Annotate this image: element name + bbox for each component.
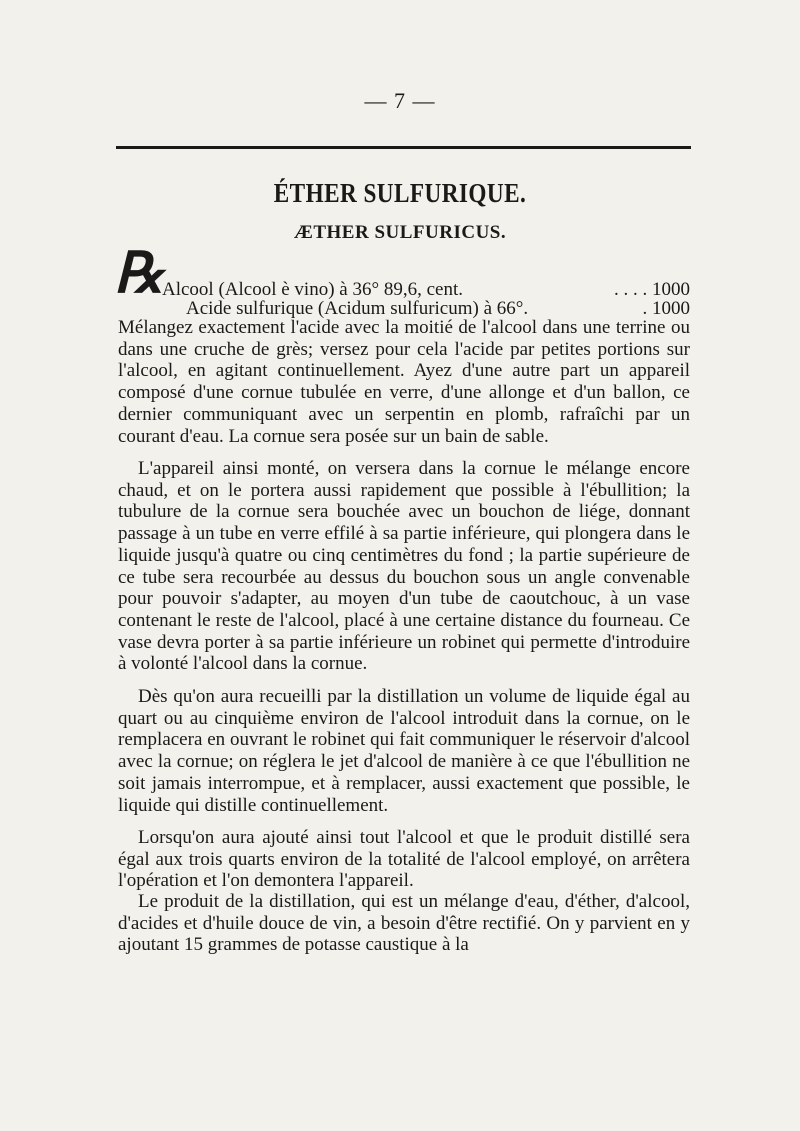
header-rule xyxy=(116,146,691,149)
ingredient-quantity: . 1000 xyxy=(642,298,690,319)
ingredient-name: Alcool (Alcool è vino) à 36° 89,6, cent. xyxy=(162,279,463,300)
body-paragraph xyxy=(118,686,690,816)
body-paragraph xyxy=(118,458,690,675)
body-paragraph xyxy=(118,891,690,956)
paragraph-text: Le produit de la distillation, qui est un mélange d'eau, d'éther, d'alcool, d'acides et d'huile douce de vin, a besoin d'être rectifié. On y parvient en y ajoutant 15 grammes de potasse caustique à la xyxy=(118,891,690,956)
body-paragraph xyxy=(118,317,690,447)
page-title: ÉTHER SULFURIQUE. xyxy=(273,178,527,208)
page-number: — 7 — xyxy=(364,88,436,113)
paragraph-text: Lorsqu'on aura ajouté ainsi tout l'alcool et que le produit distillé sera égal aux trois quarts environ de la totalité de l'alcool employé, on arrêtera l'opération et l'on demontera l'appareil. xyxy=(118,827,690,892)
paragraph-text: Dès qu'on aura recueilli par la distillation un volume de liquide égal au quart ou au cinquième environ de l'alcool introduit dans la cornue, on le remplacera en ouvrant le robinet qui fait communiquer le réservoir d'alcool avec la cornue; on réglera le jet d'alcool de manière à ce que l'ébullition ne soit jamais interrompue, et à remplacer, aussi exactement que possible, le liquide qui distille continuellement. xyxy=(118,686,690,816)
ingredient-name: Acide sulfurique (Acidum sulfuricum) à 66°. xyxy=(186,298,529,319)
paragraph-text: Mélangez exactement l'acide avec la moitié de l'alcool dans une terrine ou dans une cruche de grès; versez pour cela l'acide par petites portions sur l'alcool, en agitant continuellement. Ayez d'une autre part un appareil composé d'une cornue tubulée en verre, d'une allonge et d'un ballon, ce dernier communiquant avec un serpentin en plomb, rafraîchi par un courant d'eau. La cornue sera posée sur un bain de sable. xyxy=(118,317,690,447)
ingredient-quantity: . . . . 1000 xyxy=(614,279,690,300)
page-subtitle: ÆTHER SULFURICUS. xyxy=(293,222,507,243)
paragraph-text: L'appareil ainsi monté, on versera dans la cornue le mélange encore chaud, et on le portera aussi rapidement que possible à l'ébullition; la tubulure de la cornue sera bouchée avec un bouchon de liége, donnant passage à un tube en verre effilé à sa partie inférieure, qui plongera dans le liquide jusqu'à quatre ou cinq centimètres du fond ; la partie supérieure de ce tube sera recourbée au dessus du bouchon sous un angle convenable pour pouvoir s'adapter, au moyen d'un tube de caoutchouc, à un vase contenant le reste de l'alcool, placé à une certaine distance du fourneau. Ce vase devra porter à sa partie inférieure un robinet qui permette d'introduire à volonté l'alcool dans la cornue. xyxy=(118,458,690,675)
recipe-symbol: ℞ xyxy=(114,243,165,305)
body-paragraph xyxy=(118,827,690,892)
